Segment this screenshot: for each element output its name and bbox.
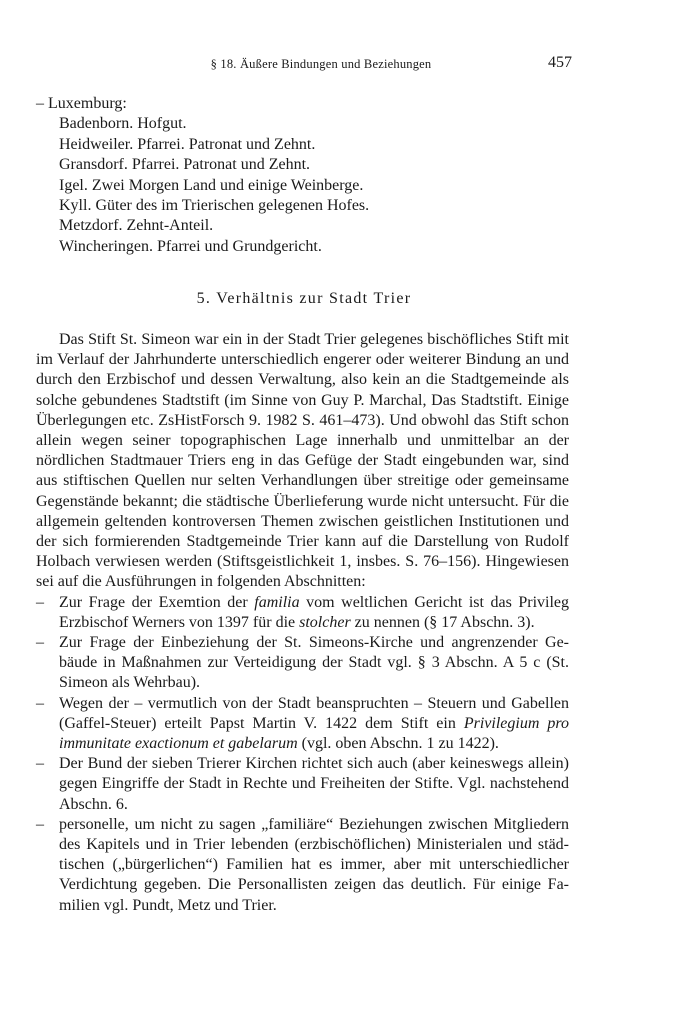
italic-term: stolcher xyxy=(299,613,351,631)
list-item: Gransdorf. Pfarrei. Patronat und Zehnt. xyxy=(59,156,311,174)
item-text: Zur Frage der Einbeziehung der St. Simeons-Kirche und angrenzender Gebäude in Maßnahmen zur Verteidigung der Stadt vgl. § 3 Abschn. A 5 c (St. Simeon als Wehrbau). xyxy=(59,634,569,692)
italic-term: Privilegium pro immunitate exactionum et gabelarum xyxy=(59,714,569,753)
item-text: Zur Frage der Exemtion der xyxy=(59,593,255,611)
reference-list xyxy=(36,593,569,916)
running-title: § 18. Äußere Bindungen und Beziehungen xyxy=(210,57,432,71)
list-item: Wincheringen. Pfarrei und Grundgericht. xyxy=(59,237,322,255)
list-item: Metzdorf. Zehnt-Anteil. xyxy=(59,217,214,235)
item-text: personelle, um nicht zu sagen „familiäre“ Beziehungen zwischen Mitgliedern des Kapitels und in Trier lebenden (erzbischöflichen) Ministerialen und städtischen („bürgerlichen“) Familien hat es immer, aber mit unterschiedlicher Verdichtung gegeben. Die Personallisten zeigen das deutlich. Für einige Familien vgl. Pundt, Metz und Trier. xyxy=(59,815,569,914)
page-header xyxy=(36,54,572,74)
list-item: Heidweiler. Pfarrei. Patronat und Zehnt. xyxy=(59,135,316,153)
body-text xyxy=(36,330,569,916)
section-heading: 5. Verhältnis zur Stadt Trier xyxy=(196,290,412,307)
item-text: Wegen der – vermutlich von der Stadt beanspruchten – Steuern und Gabellen (Gaffel-Steuer) erteilt Papst Martin V. 1422 dem Stift ein xyxy=(59,694,569,732)
body-paragraph: Das Stift St. Simeon war ein in der Stadt Trier gelegenes bischöfliches Stift mit im Verlauf der Jahrhunderte unterschiedlich engerer oder weiterer Bindung an und durch den Erzbischof und dessen Verwaltung, also kein an die Stadtgemeinde als solche gebundenes Stadtstift (im Sinne von Guy P. Marchal, Das Stadtstift. Einige Überlegungen etc. ZsHistForsch 9. 1982 S. 461–473). Und obwohl das Stift schon allein wegen seiner topographischen Lage innerhalb und unmittelbar an der nördlichen Stadtmauer Triers eng in das Gefüge der Stadt eingebunden war, sind aus stiftischen Quellen nur selten Verhandlungen über streitige oder gemeinsame Gegenstände bekannt; die städtische Überlieferung wurde nicht untersucht. Für die allgemein geltenden kontroversen Themen zwischen geistlichen Institutionen und der sich formierenden Stadtgemeinde Trier kann auf die Darstellung von Rudolf Holbach verwiesen werden (Stiftsgeistlichkeit 1, insbes. S. 76–156). Hingewiesen sei auf die Ausführungen in folgenden Abschnitten: xyxy=(36,331,569,591)
italic-term: familia xyxy=(254,593,300,611)
item-text: Der Bund der sieben Trierer Kirchen richtet sich auch (aber keineswegs allein) gegen Eingriffe der Stadt in Rechte und Freiheiten der Stifte. Vgl. nachstehend Abschn. 6. xyxy=(59,755,569,813)
list-item xyxy=(36,633,569,694)
luxemburg-heading: – Luxemburg: xyxy=(36,95,127,112)
dash-marker: – xyxy=(36,815,44,833)
item-text: vom weltlichen Gericht ist das Privileg Erzbischof Werners von 1397 für die xyxy=(59,593,570,631)
item-text: (vgl. oben Abschn. 1 zu 1422). xyxy=(297,735,499,753)
list-item xyxy=(36,754,569,815)
luxemburg-list xyxy=(36,94,576,257)
list-item xyxy=(36,815,569,916)
dash-marker: – xyxy=(36,755,44,773)
list-item xyxy=(36,694,569,755)
page-number: 457 xyxy=(548,54,572,71)
dash-marker: – xyxy=(36,694,44,712)
dash-marker: – xyxy=(36,634,44,652)
list-item xyxy=(36,593,569,633)
item-text: zu nennen (§ 17 Abschn. 3). xyxy=(350,613,535,631)
dash-marker: – xyxy=(36,593,44,611)
list-item: Kyll. Güter des im Trierischen gelegenen Hofes. xyxy=(59,197,370,215)
list-item: Igel. Zwei Morgen Land und einige Weinberge. xyxy=(59,176,364,194)
list-item: Badenborn. Hofgut. xyxy=(59,115,187,133)
